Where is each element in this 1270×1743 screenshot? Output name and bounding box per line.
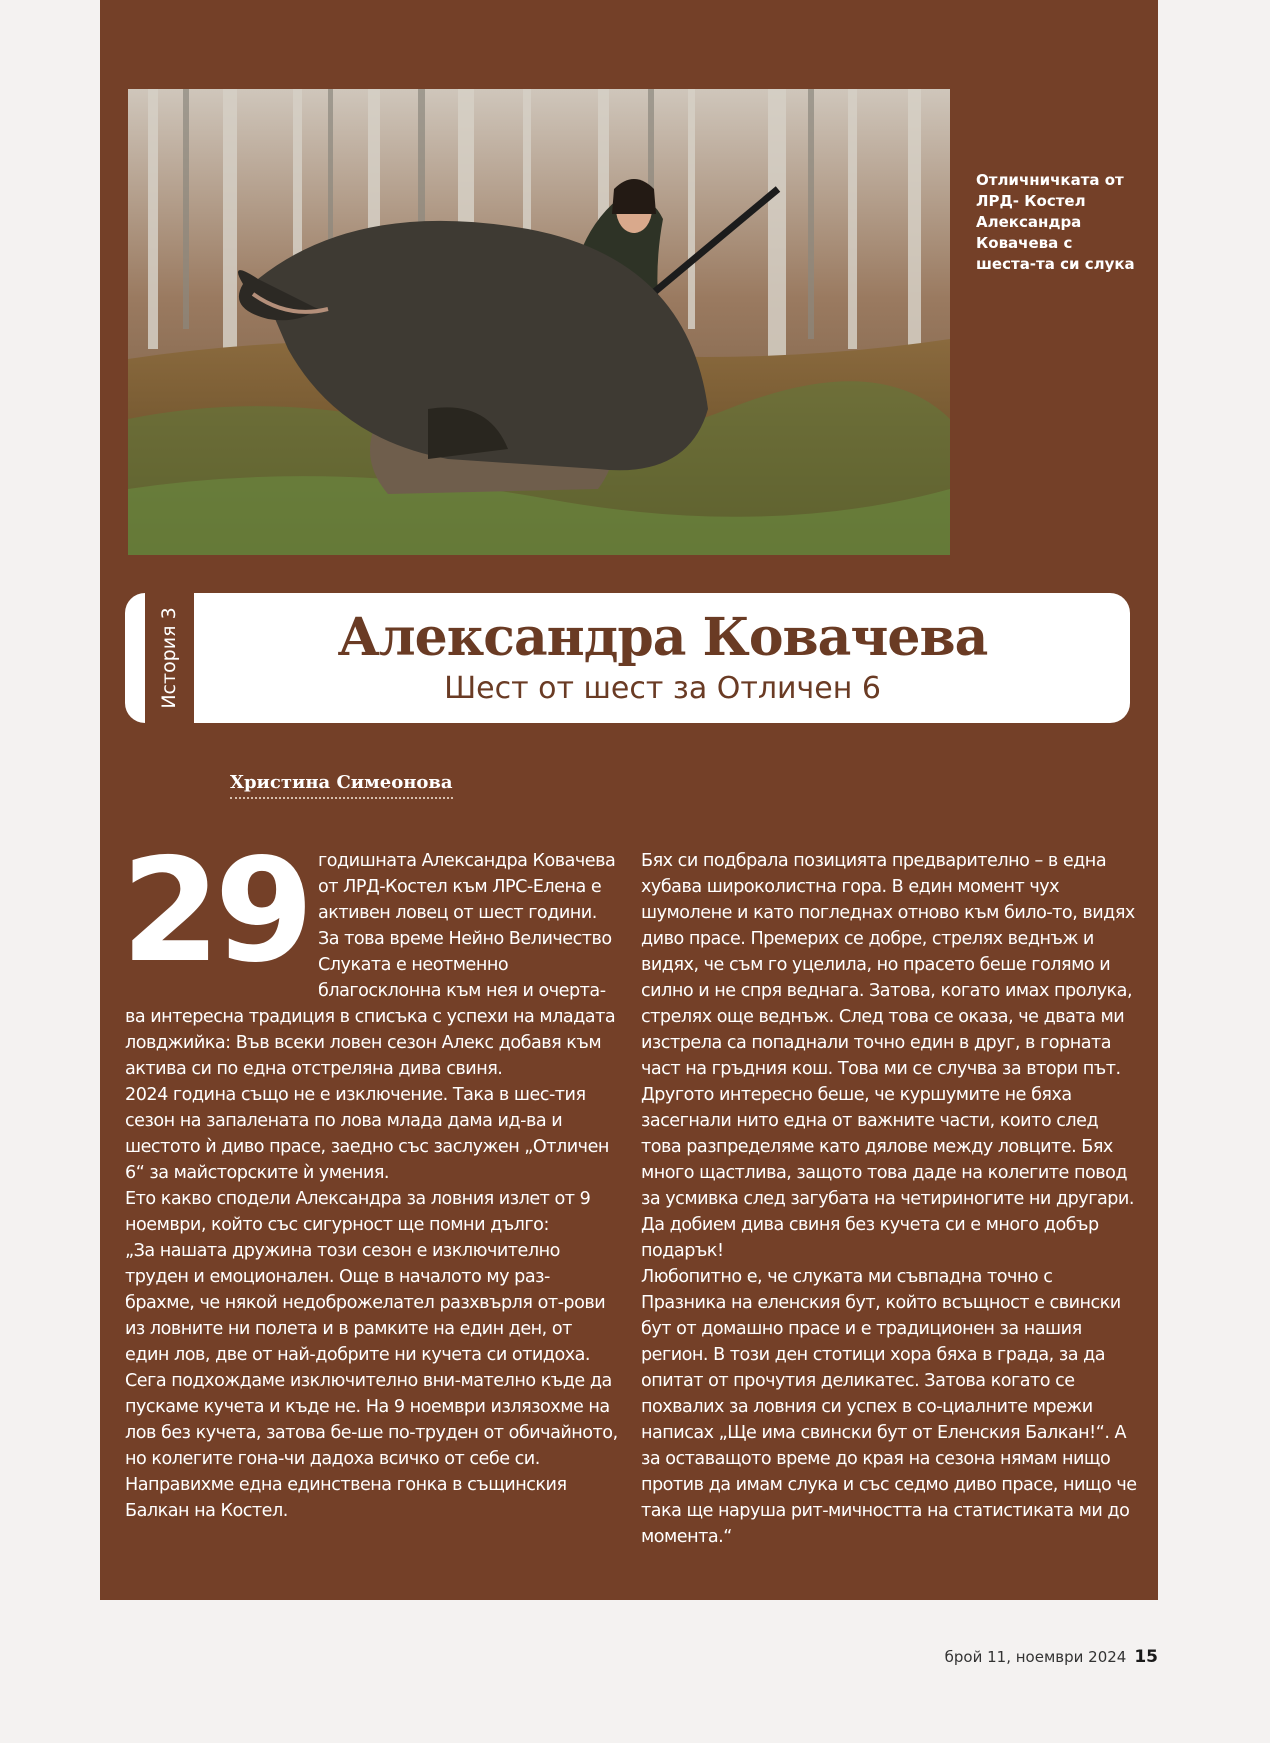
hunter-with-boar-photo: [128, 89, 950, 555]
dropcap-number: 29: [121, 827, 308, 994]
article-title: Александра Ковачева: [337, 607, 988, 668]
paragraph: Ето какво сподели Александра за ловния излет от 9 ноември, който със сигурност ще помни дълго:: [125, 1189, 591, 1235]
series-label: История 3: [158, 607, 180, 709]
paragraph: Любопитно е, че слуката ми съвпадна точно с Празника на еленския бут, който всъщност е свински бут от домашно прасе и е традиционен за нашия регион. В този ден стотици хора бяха в града, за да опитат от прочутия деликатес. Затова когато се похвалих за ловния си успех в со-циалните мрежи написах „Ще има свински бут от Еленския Балкан!“. А за оставащото време до края на сезона нямам нищо против да имам слука и със седмо диво прасе, нищо че така ще наруша рит-мичността на статистиката ми до момента.“: [641, 1267, 1137, 1547]
title-banner: [125, 593, 1130, 723]
issue-label: брой 11, ноември 2024: [944, 1648, 1127, 1666]
paragraph: „За нашата дружина този сезон е изключително труден и емоционален. Още в началото му раз-брахме, че някой недоброжелател разхвърля от-рови из ловните ни полета и в рамките на един ден, от един лов, две от най-добрите ни кучета си отидоха. Сега подхождаме изключително вни-мателно къде да пускаме кучета и къде не. На 9 ноември излязохме на лов без кучета, затова бе-ше по-труден от обичайното, но колегите гона-чи дадоха всичко от себе си. Направихме една единствена гонка в същинския Балкан на Костел.: [125, 1241, 618, 1521]
article-subtitle: Шест от шест за Отличен 6: [444, 671, 881, 706]
photo-caption: Отличничката от ЛРД- Костел Александра Ковачева с шеста-та си слука: [976, 171, 1135, 273]
paragraph: годишната Александра Ковачева от ЛРД-Костел към ЛРС-Елена е активен ловец от шест години. За това време Нейно Величество Слуката е неотменно благосклонна към нея и очерта-ва интересна традиция в списъка с успехи на младата ловджийка: Във всеки ловен сезон Алекс добавя към актива си по една отстреляна дива свиня.: [125, 851, 616, 1079]
page-footer: [945, 1647, 1158, 1667]
photo-illustration: [128, 89, 950, 555]
author-byline: Христина Симеонова: [230, 772, 453, 799]
paragraph: 2024 година също не е изключение. Така в шес-тия сезон на запалената по лова млада дама ид-ва и шестото ѝ диво прасе, заедно със заслужен „Отличен 6“ за майсторските ѝ умения.: [125, 1085, 609, 1183]
paragraph: Бях си подбрала позицията предварително – в една хубава широколистна гора. В един момент чух шумолене и като погледнах отново към било-то, видях диво прасе. Премерих се добре, стрелях веднъж и видях, че съм го уцелила, но прасето беше голямо и силно и не спря веднага. Затова, когато имах пролука, стрелях още веднъж. След това се оказа, че двата ми изстрела са попаднали точно един в друг, в горната част на гръдния кош. Това ми се случва за втори път. Другото интересно беше, че куршумите не бяха засегнали нито една от важните части, които след това разпределяме като дялове между ловците. Бях много щастлива, защото това даде на колегите повод за усмивка след загубата на четириногите ни другари. Да добием дива свиня без кучета си е много добър подарък!: [641, 851, 1135, 1261]
page-number: 15: [1134, 1647, 1158, 1667]
article-column-1: [121, 827, 618, 1524]
article-column-2: [641, 848, 1141, 1550]
